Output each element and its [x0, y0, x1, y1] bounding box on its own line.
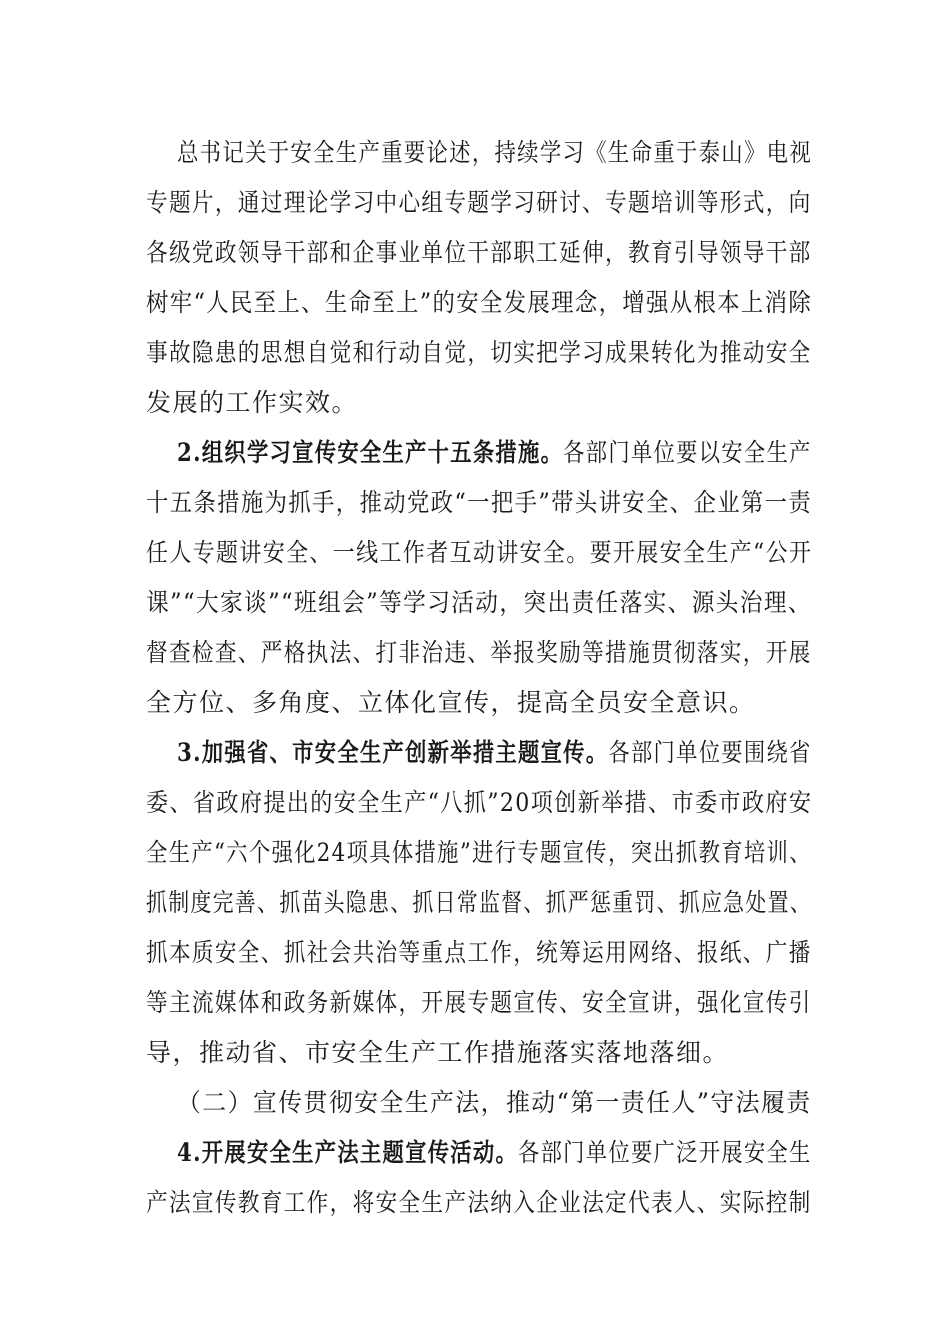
paragraph-line: 等主流媒体和政务新媒体，开展专题宣传、安全宣讲，强化宣传引 [146, 988, 812, 1017]
paragraph-line: 事故隐患的思想自觉和行动自觉，切实把学习成果转化为推动安全 [146, 338, 812, 367]
paragraph-line: 委、省政府提出的安全生产“八抓”20项创新举措、市委市政府安 [146, 788, 813, 817]
paragraph-line: 抓本质安全、抓社会共治等重点工作，统筹运用网络、报纸、广播 [146, 938, 812, 967]
paragraph-line: 各级党政领导干部和企事业单位干部职工延伸，教育引导领导干部 [146, 238, 812, 267]
paragraph-line: 全方位、多角度、立体化宣传，提高全员安全意识。 [146, 688, 756, 717]
paragraph-heading: 4.开展安全生产法主题宣传活动。 [177, 1138, 519, 1167]
paragraph-line: 全生产“六个强化24项具体措施”进行专题宣传，突出抓教育培训、 [146, 838, 812, 867]
paragraph-first-line [177, 1137, 812, 1169]
paragraph-line: 督查检查、严格执法、打非治违、举报奖励等措施贯彻落实，开展 [146, 638, 812, 667]
paragraph-line: 产法宣传教育工作，将安全生产法纳入企业法定代表人、实际控制 [146, 1188, 812, 1217]
paragraph-text: 各部门单位要围绕省 [608, 738, 812, 767]
paragraph-line: 发展的工作实效。 [146, 388, 359, 417]
paragraph-line: 总书记关于安全生产重要论述，持续学习《生命重于泰山》电视 [177, 138, 813, 167]
paragraph-heading: 3.加强省、市安全生产创新举措主题宣传。 [177, 738, 609, 767]
paragraph-first-line [177, 437, 812, 469]
paragraph-line: 抓制度完善、抓苗头隐患、抓日常监督、抓严惩重罚、抓应急处置、 [146, 888, 812, 917]
paragraph-line: 任人专题讲安全、一线工作者互动讲安全。要开展安全生产“公开 [146, 538, 813, 567]
section-heading: （二）宣传贯彻安全生产法，推动“第一责任人”守法履责 [177, 1088, 812, 1117]
paragraph-heading: 2.组织学习宣传安全生产十五条措施。 [177, 438, 564, 467]
paragraph-line: 十五条措施为抓手，推动党政“一把手”带头讲安全、企业第一责 [146, 488, 813, 517]
paragraph-line: 树牢“人民至上、生命至上”的安全发展理念，增强从根本上消除 [146, 288, 813, 317]
paragraph-first-line [177, 737, 812, 769]
paragraph-line: 导，推动省、市安全生产工作措施落实落地落细。 [146, 1038, 730, 1067]
paragraph-text: 各部门单位要广泛开展安全生 [518, 1138, 812, 1167]
paragraph-text: 各部门单位要以安全生产 [563, 438, 812, 467]
paragraph-line: 专题片，通过理论学习中心组专题学习研讨、专题培训等形式，向 [146, 188, 812, 217]
paragraph-line: 课”“大家谈”“班组会”等学习活动，突出责任落实、源头治理、 [146, 588, 812, 617]
